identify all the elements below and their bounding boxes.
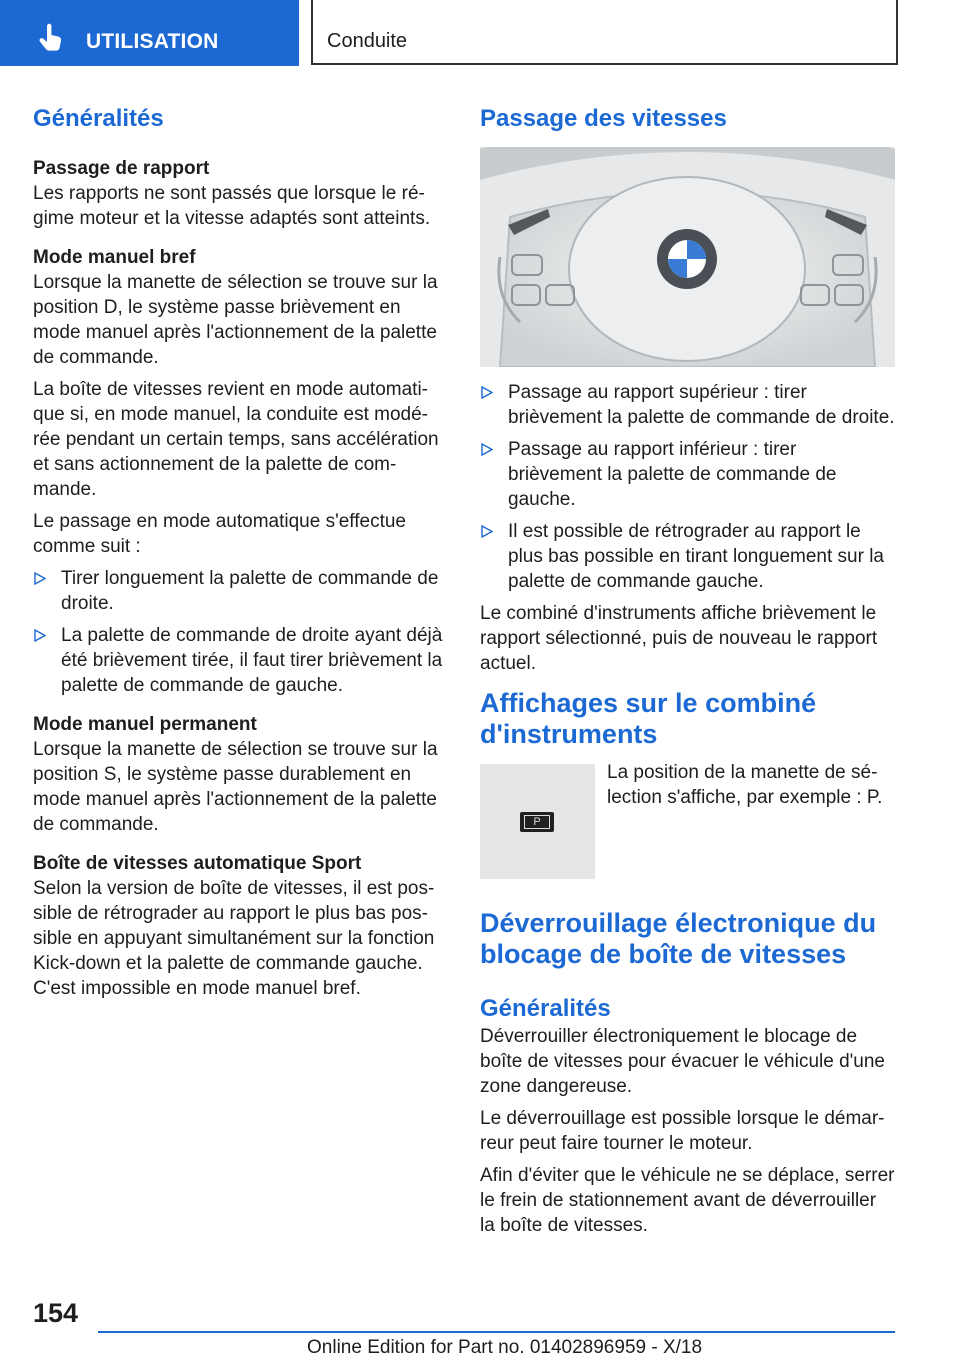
subheading-mode-manuel-permanent: Mode manuel permanent — [33, 714, 257, 735]
subheading-mode-manuel-bref: Mode manuel bref — [33, 247, 196, 268]
page-number: 154 — [33, 1298, 79, 1328]
triangle-bullet-icon — [34, 572, 46, 585]
park-indicator-icon: P — [520, 812, 554, 832]
triangle-bullet-icon — [481, 525, 493, 538]
right-column-lower — [480, 994, 895, 1238]
left-heading: Généralités — [33, 105, 164, 132]
gear-display-image — [480, 764, 595, 879]
subheading-boite-sport: Boîte de vitesses automatique Sport — [33, 853, 362, 874]
list-item: Passage au rapport supérieur : tirer brièvement la palette de commande de droite. — [480, 380, 895, 430]
heading-affichages: Affichages sur le combiné d'instruments — [480, 688, 817, 749]
heading-deverrouillage: Déverrouillage électronique du blocage de boîte de vitesses — [480, 908, 877, 969]
edition-note: Online Edition for Part no. 01402896959 - X/18 — [307, 1337, 703, 1358]
list-item: Tirer longuement la palette de commande de droite. — [33, 566, 448, 616]
list-item: Il est possible de rétrograder au rapport le plus bas possible en tirant longuement sur la palette de commande gauche. — [480, 519, 895, 594]
bullet-list — [33, 566, 448, 698]
chapter-label: UTILISATION — [86, 30, 219, 53]
left-column — [33, 156, 448, 1001]
triangle-bullet-icon — [481, 386, 493, 399]
steering-wheel-illustration — [480, 147, 895, 367]
right-heading: Passage des vitesses — [480, 105, 727, 132]
triangle-bullet-icon — [34, 629, 46, 642]
paragraph: Afin d'éviter que le véhicule ne se déplace, serrer le frein de stationnement avant de déverrouiller la boîte de vitesses. — [480, 1165, 895, 1236]
paragraph: Lorsque la manette de sélection se trouve sur la position D, le système passe brièvement en mode manuel après l'actionnement de la palette de commande. — [33, 272, 438, 368]
subheading-passage-rapport: Passage de rapport — [33, 158, 210, 179]
chapter-tab[interactable] — [0, 0, 299, 66]
subheading-generalites: Généralités — [480, 995, 611, 1022]
list-item: La palette de commande de droite ayant déjà été brièvement tirée, il faut tirer brièvement la palette de commande de gauche. — [33, 623, 448, 698]
gear-display-text: La position de la manette de sé-lection s'affiche, par exemple : P. — [607, 762, 883, 808]
paragraph: Le combiné d'instruments affiche brièvement le rapport sélectionné, puis de nouveau le rapport actuel. — [480, 603, 878, 674]
triangle-bullet-icon — [481, 443, 493, 456]
paragraph: Lorsque la manette de sélection se trouve sur la position S, le système passe durablement en mode manuel après l'actionnement de la palette de commande. — [33, 739, 438, 835]
paragraph: Le déverrouillage est possible lorsque le démar-reur peut faire tourner le moteur. — [480, 1108, 885, 1154]
section-header — [311, 0, 898, 65]
hand-pointer-icon — [36, 23, 66, 53]
list-item: Passage au rapport inférieur : tirer brièvement la palette de commande de gauche. — [480, 437, 895, 512]
footer-divider — [98, 1331, 895, 1333]
paragraph: Le passage en mode automatique s'effectue comme suit : — [33, 511, 406, 557]
section-title: Conduite — [327, 30, 408, 52]
right-column — [480, 380, 895, 676]
paragraph: Selon la version de boîte de vitesses, il est pos-sible de rétrograder au rapport le plus bas pos-sible en appuyant simultanément sur la fonction Kick-down et la palette de commande gauche. C'est impossible en mode manuel bref. — [33, 878, 435, 999]
bullet-list — [480, 380, 895, 594]
paragraph: Les rapports ne sont passés que lorsque le ré-gime moteur et la vitesse adaptés sont atteints. — [33, 183, 431, 229]
paragraph: La boîte de vitesses revient en mode automati-que si, en mode manuel, la conduite est modé-rée pendant un certain temps, sans accélération et sans actionnement de la palette de com-mande. — [33, 379, 439, 500]
steering-wheel-image — [480, 147, 895, 367]
paragraph: Déverrouiller électroniquement le blocage de boîte de vitesses pour évacuer le véhicule d'une zone dangereuse. — [480, 1026, 885, 1097]
